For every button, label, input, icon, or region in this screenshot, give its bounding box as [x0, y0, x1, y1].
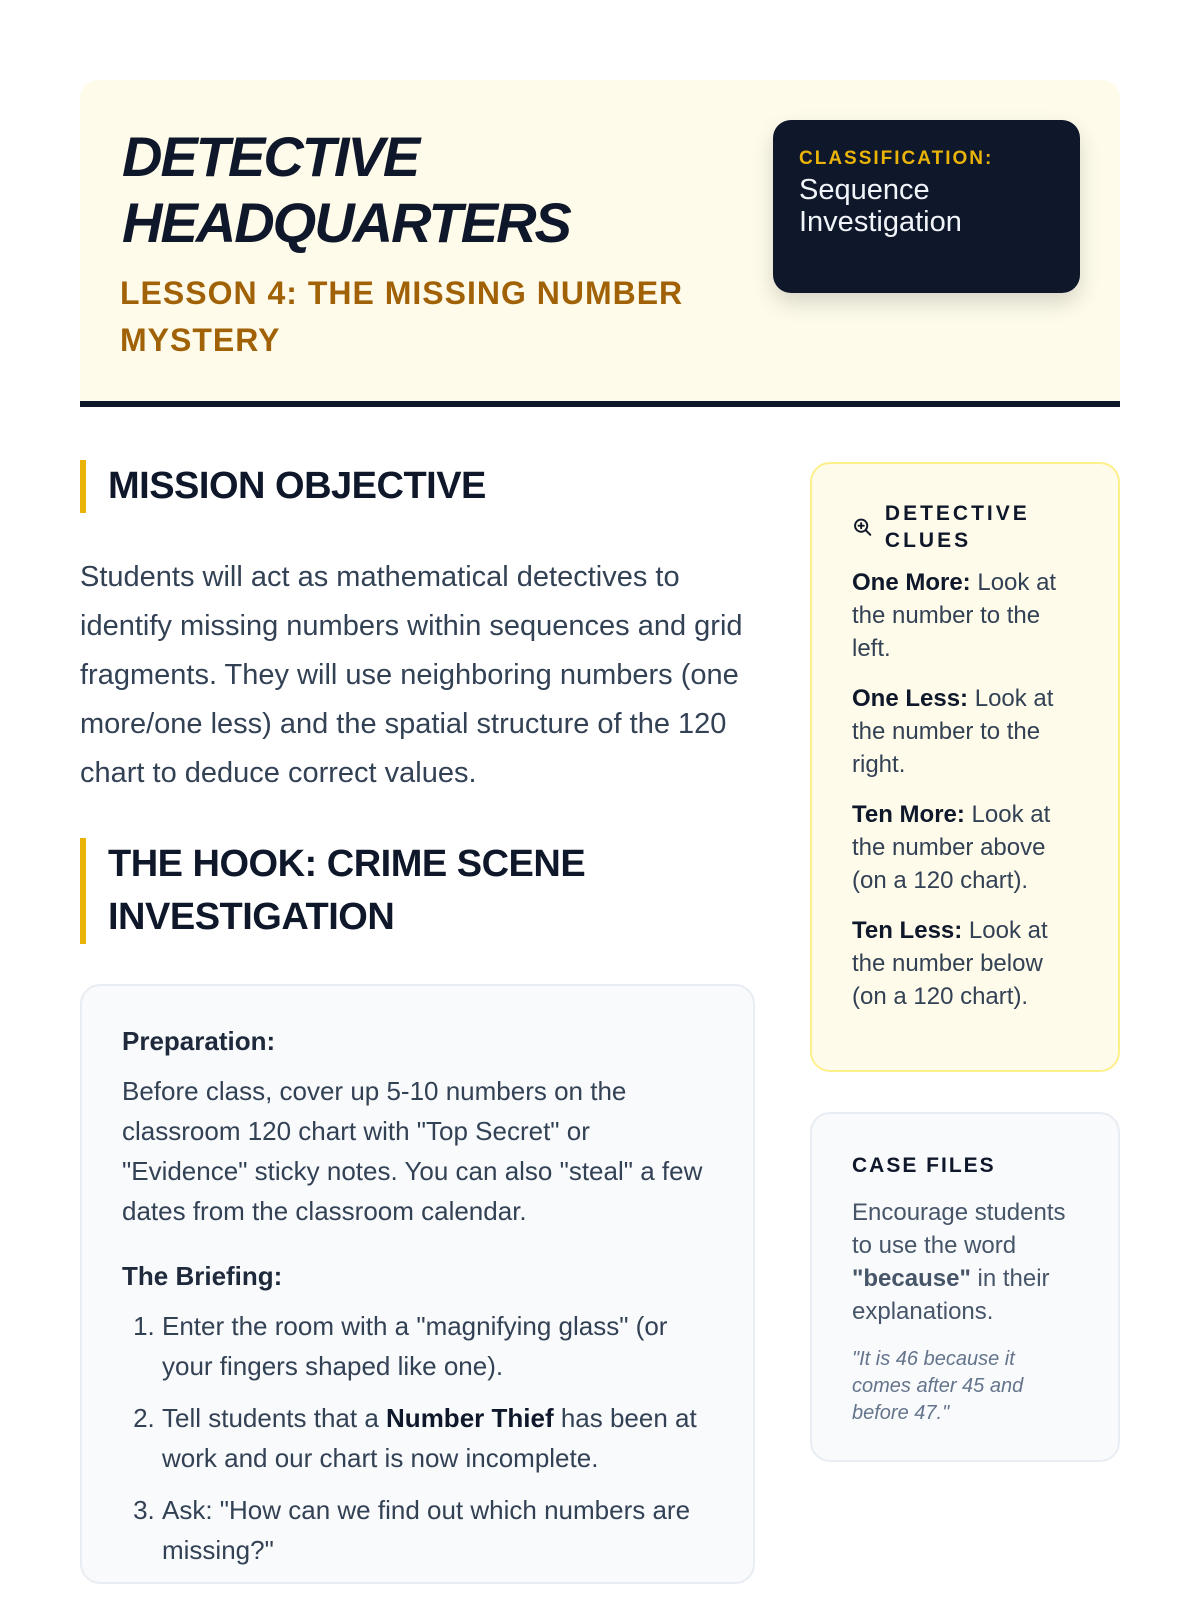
- main-column: [80, 460, 755, 1584]
- clue-item: Ten Less: Look at the number below (on a 120 chart).: [852, 917, 1048, 1010]
- list-item: 1. Enter the room with a "magnifying glass" (or your fingers shaped like one).: [162, 1306, 713, 1386]
- clue-item: One More: Look at the number to the left.: [852, 569, 1057, 662]
- zoom-in-icon: [852, 514, 873, 540]
- badge-label: CLASSIFICATION:: [799, 148, 994, 169]
- page-header: [80, 80, 1120, 407]
- case-files-heading: CASE FILES: [852, 1154, 996, 1177]
- hook-card: [80, 984, 755, 1584]
- case-files-card: [810, 1112, 1120, 1462]
- badge-value: Sequence Investigation: [799, 174, 962, 238]
- clues-heading: DETECTIVE CLUES: [884, 502, 1030, 552]
- prep-label: Preparation:: [122, 1026, 276, 1056]
- briefing-label: The Briefing:: [122, 1261, 283, 1291]
- title-line: DETECTIVE: [122, 125, 419, 188]
- page-title: [122, 124, 570, 256]
- hook-heading: THE HOOK: CRIME SCENE INVESTIGATION: [80, 838, 755, 944]
- list-item: 2. Tell students that a Number Thief has been at work and our chart is now incomplete.: [162, 1398, 713, 1478]
- classification-badge: [773, 120, 1080, 293]
- list-item: 3. Ask: "How can we find out which numbers are missing?": [162, 1490, 713, 1570]
- title-line: HEADQUARTERS: [122, 191, 570, 254]
- detective-clues-card: [810, 462, 1120, 1072]
- case-files-quote: "It is 46 because it comes after 45 and before 47.": [852, 1348, 1024, 1424]
- clues-header: [852, 500, 1078, 554]
- mission-heading: MISSION OBJECTIVE: [80, 460, 755, 513]
- clue-item: Ten More: Look at the number above (on a 120 chart).: [852, 801, 1051, 894]
- clue-item: One Less: Look at the number to the right.: [852, 685, 1054, 778]
- prep-text: Before class, cover up 5-10 numbers on the classroom 120 chart with "Top Secret" or "Evidence" sticky notes. You can also "steal" a few dates from the classroom calendar.: [122, 1076, 703, 1226]
- lesson-subtitle: LESSON 4: THE MISSING NUMBER MYSTERY: [120, 275, 684, 358]
- briefing-steps: [122, 1306, 713, 1570]
- mission-text: Students will act as mathematical detectives to identify missing numbers within sequences and grid fragments. They will use neighboring numbers (one more/one less) and the spatial structure of the 120 chart to deduce correct values.: [80, 561, 743, 789]
- case-files-text: Encourage students to use the word "because" in their explanations.: [852, 1199, 1066, 1325]
